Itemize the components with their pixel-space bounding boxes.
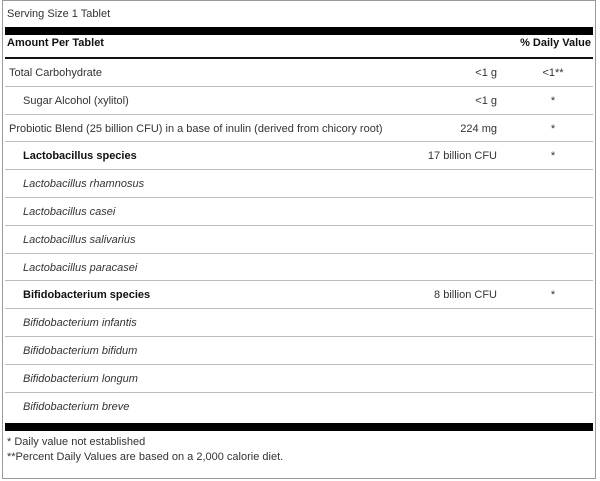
nutrient-name: Lactobacillus species <box>23 150 137 163</box>
nutrient-amount: 224 mg <box>460 122 497 135</box>
table-row <box>5 226 593 254</box>
table-row <box>5 337 593 365</box>
bottom-thick-divider <box>5 423 593 431</box>
table-row <box>5 309 593 337</box>
nutrient-name: Total Carbohydrate <box>9 67 102 79</box>
nutrient-name: Lactobacillus salivarius <box>23 233 136 246</box>
table-row <box>5 365 593 393</box>
table-row <box>5 115 593 143</box>
nutrient-amount: 17 billion CFU <box>427 150 497 163</box>
nutrient-name: Bifidobacterium longum <box>23 372 138 385</box>
table-row <box>5 59 593 87</box>
nutrient-amount: 8 billion CFU <box>434 289 497 302</box>
footnotes <box>7 435 283 465</box>
nutrient-amount: <1 g <box>475 67 497 79</box>
nutrient-name: Sugar Alcohol (xylitol) <box>23 94 129 107</box>
nutrient-name: Bifidobacterium bifidum <box>23 344 138 357</box>
table-row <box>5 393 593 421</box>
table-row <box>5 281 593 309</box>
nutrient-name: Bifidobacterium infantis <box>23 317 137 330</box>
nutrient-name: Lactobacillus rhamnosus <box>23 178 145 191</box>
supplement-facts-panel <box>2 0 596 479</box>
nutrient-name: Bifidobacterium breve <box>23 400 130 413</box>
table-row <box>5 87 593 115</box>
nutrient-dv: * <box>550 289 556 302</box>
nutrient-dv: <1** <box>542 67 564 79</box>
nutrient-dv: * <box>550 94 556 107</box>
footnote-percent-dv: **Percent Daily Values are based on a 2,000 calorie diet. <box>7 451 284 463</box>
amount-per-tablet-label: Amount Per Tablet <box>7 37 104 49</box>
top-thick-divider <box>5 27 593 35</box>
table-row <box>5 142 593 170</box>
serving-size: Serving Size 1 Tablet <box>7 8 111 20</box>
table-row <box>5 170 593 198</box>
footnote-daily-value: * Daily value not established <box>7 436 146 448</box>
nutrient-name: Probiotic Blend (25 billion CFU) in a base of inulin (derived from chicory root) <box>9 122 383 135</box>
nutrient-name: Bifidobacterium species <box>23 289 151 302</box>
daily-value-label: % Daily Value <box>520 37 591 49</box>
nutrient-name: Lactobacillus paracasei <box>23 261 138 274</box>
table-header <box>7 37 591 55</box>
table-row <box>5 254 593 282</box>
nutrient-dv: * <box>550 150 556 163</box>
table-row <box>5 198 593 226</box>
nutrient-rows <box>5 59 593 420</box>
nutrient-name: Lactobacillus casei <box>23 205 116 218</box>
nutrient-amount: <1 g <box>475 94 497 107</box>
nutrient-dv: * <box>550 122 556 135</box>
